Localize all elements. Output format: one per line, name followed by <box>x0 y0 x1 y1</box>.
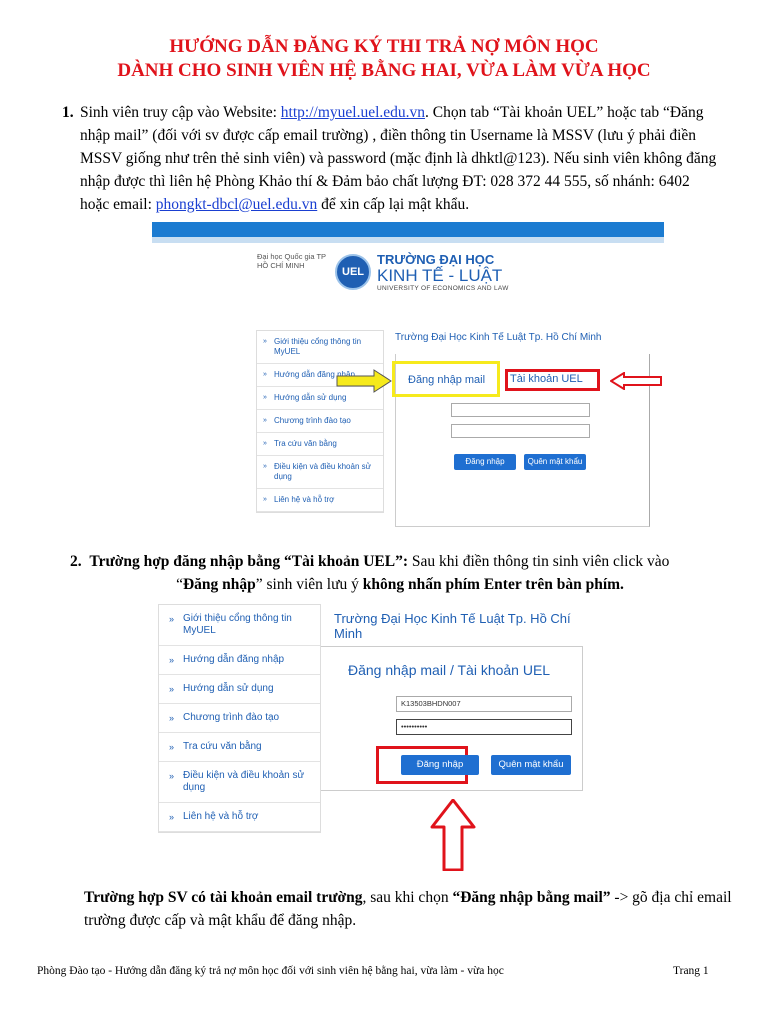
school-name-line2: KINH TẾ - LUẬT <box>377 266 503 285</box>
step2-bold-b: Đăng nhập <box>182 576 256 593</box>
bullet-icon: » <box>169 655 175 665</box>
step3-paragraph <box>84 886 734 932</box>
step2-line2: “Đăng nhập” sinh viên lưu ý không nhấn phím Enter trên bàn phím. <box>176 576 624 593</box>
step2-text-a: Sau khi điền thông tin sinh viên click vào <box>408 553 670 570</box>
step1-text-a: Sinh viên truy cập vào Website: <box>80 104 281 121</box>
sidebar-menu <box>158 604 321 833</box>
step3-bold-b: “Đăng nhập bằng mail” <box>452 889 611 906</box>
bullet-icon: » <box>169 713 175 723</box>
sidebar-item-usage-guide[interactable]: » Hướng dẫn sử dụng <box>159 675 320 704</box>
myuel-link[interactable]: http://myuel.uel.edu.vn <box>280 104 426 121</box>
school-name-line1: TRƯỜNG ĐẠI HỌC <box>377 252 495 267</box>
tab-uel-account[interactable]: Tài khoản UEL <box>510 373 583 385</box>
screenshot-login-page <box>152 222 664 532</box>
step2-text-b: ” sinh viên lưu ý <box>255 576 363 593</box>
step1-text-b: . Chọn tab “Tài khoản UEL” hoặc tab “Đăng nhập mail” (đối với sv được cấp email trường) , điền thông tin Username là MSSV (lưu ý phải điền MSSV giống như trên thẻ sinh viên) và password (mặc định là dhktl@123). Nếu sinh viên không đăng nhập được thì liên hệ Phòng Khảo thí & Đảm bảo chất lượng ĐT: 028 372 44 555, số nhánh: 6402 hoặc email: <box>80 104 717 213</box>
sidebar-item-diploma-lookup[interactable]: » Tra cứu văn bằng <box>159 733 320 762</box>
page-number: Trang 1 <box>673 965 709 977</box>
password-input[interactable] <box>451 424 590 438</box>
login-button[interactable]: Đăng nhập <box>401 755 479 775</box>
login-button[interactable]: Đăng nhập <box>454 454 516 470</box>
step2-bold-a: Trường hợp đăng nhập bằng “Tài khoản UEL”: <box>89 553 409 570</box>
email-link[interactable]: phongkt-dbcl@uel.edu.vn <box>155 196 318 213</box>
sidebar-item-contact[interactable]: » Liên hệ và hỗ trợ <box>159 803 320 832</box>
red-arrow-left-icon <box>610 372 662 390</box>
sidebar-item-intro[interactable]: » Giới thiệu cổng thông tin MyUEL <box>257 331 383 364</box>
doc-title-line2: DÀNH CHO SINH VIÊN HỆ BẰNG HAI, VỪA LÀM VỪA HỌC <box>117 60 651 81</box>
step2-number: 2. <box>70 553 82 570</box>
step2-paragraph <box>70 550 730 596</box>
bullet-icon: » <box>263 338 267 345</box>
bullet-icon: » <box>169 614 175 624</box>
sidebar-item-curriculum[interactable]: » Chương trình đào tạo <box>257 410 383 433</box>
red-arrow-up-icon <box>430 799 476 871</box>
bullet-icon: » <box>169 812 175 822</box>
sidebar-item-usage-guide[interactable]: » Hướng dẫn sử dụng <box>257 387 383 410</box>
sidebar-item-terms[interactable]: » Điều kiện và điều khoản sử dụng <box>257 456 383 489</box>
site-header-bar <box>152 222 664 237</box>
bullet-icon: » <box>263 440 267 447</box>
tab-login-mail-uel[interactable]: Đăng nhập mail / Tài khoản UEL <box>348 662 551 678</box>
bullet-icon: » <box>169 684 175 694</box>
bullet-icon: » <box>169 771 175 781</box>
bullet-icon: » <box>263 496 267 503</box>
doc-title-line1: HƯỚNG DẪN ĐĂNG KÝ THI TRẢ NỢ MÔN HỌC <box>169 36 599 57</box>
sidebar-item-login-guide[interactable]: » Hướng dẫn đăng nhập <box>159 646 320 675</box>
forgot-password-button[interactable]: Quên mật khẩu <box>491 755 571 775</box>
username-input[interactable] <box>451 403 590 417</box>
password-input[interactable]: •••••••••• <box>396 719 572 735</box>
site-title: Trường Đại Học Kinh Tế Luật Tp. Hồ Chí Minh <box>334 611 571 641</box>
yellow-arrow-right-icon <box>336 369 392 393</box>
step3-bold-a: Trường hợp SV có tài khoản email trường <box>84 889 363 906</box>
dhqg-label: Đại học Quốc gia TP HỒ CHÍ MINH <box>257 252 326 270</box>
step3-text-a: , sau khi chọn <box>362 889 453 906</box>
step3-text-b: -> gõ địa chỉ email trường được cấp và mật khẩu để đăng nhập. <box>84 889 732 929</box>
step1-paragraph <box>62 101 720 216</box>
step2-line1 <box>70 553 669 570</box>
footer-text: Phòng Đào tạo - Hướng dẫn đăng ký trả nợ môn học đối với sinh viên hệ bằng hai, vừa làm - vừa học <box>37 965 504 977</box>
forgot-password-button[interactable]: Quên mật khẩu <box>524 454 586 470</box>
site-title: Trường Đại Học Kinh Tế Luật Tp. Hồ Chí Minh <box>395 332 602 343</box>
site-header-subbar <box>152 237 664 243</box>
username-input[interactable]: K13503BHDN007 <box>396 696 572 712</box>
screenshot-login-form <box>158 604 588 874</box>
step2-bold-c: không nhấn phím Enter trên bàn phím. <box>362 576 624 593</box>
sidebar-item-curriculum[interactable]: » Chương trình đào tạo <box>159 704 320 733</box>
school-name-english: UNIVERSITY OF ECONOMICS AND LAW <box>377 285 509 292</box>
sidebar-menu <box>256 330 384 513</box>
bullet-icon: » <box>263 417 267 424</box>
uel-logo: UEL <box>335 254 371 290</box>
bullet-icon: » <box>263 371 267 378</box>
step1-text-c: để xin cấp lại mật khẩu. <box>317 196 470 213</box>
sidebar-item-terms[interactable]: » Điều kiện và điều khoản sử dụng <box>159 762 320 803</box>
bullet-icon: » <box>169 742 175 752</box>
bullet-icon: » <box>263 394 267 401</box>
bullet-icon: » <box>263 463 267 470</box>
sidebar-item-intro[interactable]: » Giới thiệu cổng thông tin MyUEL <box>159 605 320 646</box>
sidebar-item-login-guide[interactable]: » Hướng dẫn đăng nhập <box>257 364 383 387</box>
sidebar-item-diploma-lookup[interactable]: » Tra cứu văn bằng <box>257 433 383 456</box>
step1-number: 1. <box>62 104 74 121</box>
sidebar-item-contact[interactable]: » Liên hệ và hỗ trợ <box>257 489 383 512</box>
tab-login-mail[interactable]: Đăng nhập mail <box>408 374 486 386</box>
